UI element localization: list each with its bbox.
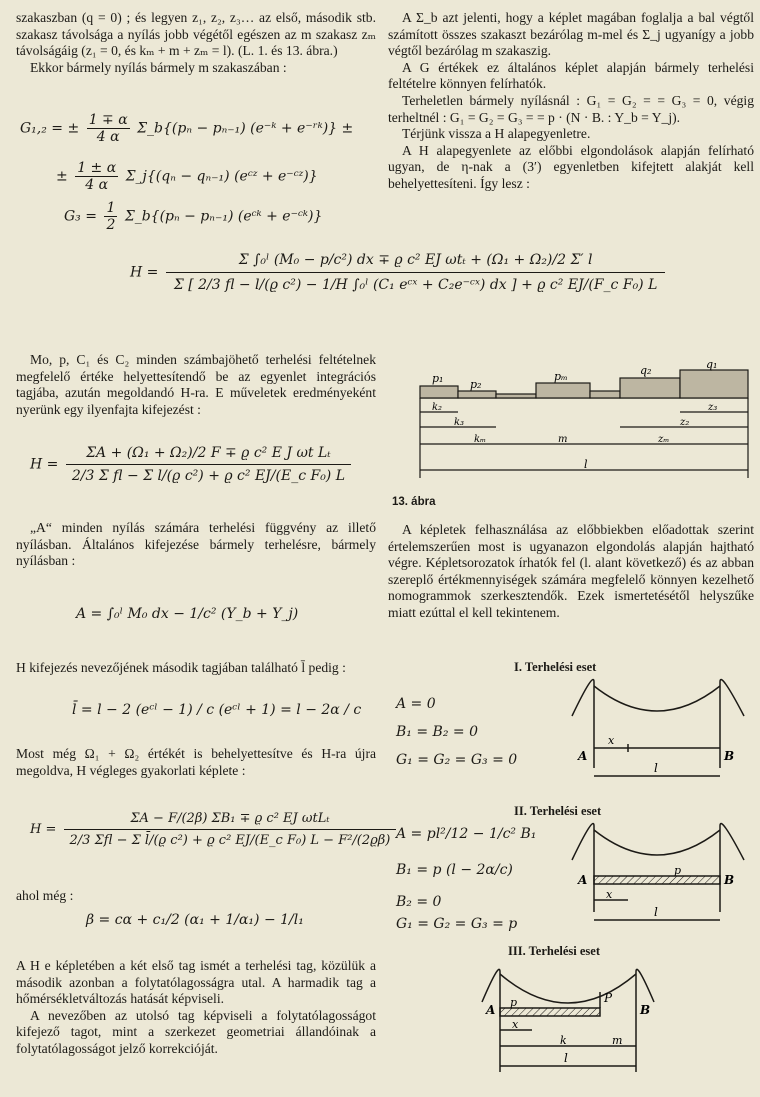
load-block-q2 — [620, 378, 680, 398]
label-l: l — [564, 1051, 568, 1065]
label-A: A — [578, 749, 588, 763]
label-z3: z₃ — [708, 402, 718, 413]
paragraph: A G értékek ez általános képlet alapján bármely terhelési feltételre könnyen felírhatók. — [388, 59, 754, 92]
left-bottom-text — [16, 958, 376, 1058]
load-block-p1 — [420, 386, 458, 398]
case-1-eq-1: A = 0 — [396, 696, 436, 712]
paragraph: „A“ minden nyílás számára terhelési függvény az illető nyílásban. Általános kifejezése bármely terhelésre, bármely nyílásban : — [16, 520, 376, 569]
label-B: B — [640, 1003, 651, 1017]
label-p: p — [510, 996, 518, 1009]
paragraph: Terheletlen bármely nyílásnál : G₁ = G₂ = = G₃ = 0, végig terheltnél : G₁ = G₂ = G₃ = = p · (N · B. : Y_b = Y_j). — [388, 92, 754, 125]
paragraph: Most még Ω₁ + Ω₂ értékét is behelyettesítve és H-ra újra megoldva, H végleges gyakorlati képlete : — [16, 746, 376, 778]
label-q1: q₁ — [706, 360, 718, 371]
label-x: x — [608, 734, 615, 747]
case-1-title: I. Terhelési eset — [514, 660, 597, 674]
label-P: P — [604, 991, 613, 1005]
case-2-eq-4: G₁ = G₂ = G₃ = p — [396, 916, 518, 932]
equation-g12-line2: ± $\frac{1 \pm \alpha}{4 \alpha}$ Σ_j{(qₙ − qₙ₋₁) (eᶜᶻ + e⁻ᶜᶻ)} — [56, 160, 318, 193]
paragraph: Térjünk vissza a H alapegyenletre. — [402, 126, 591, 142]
label-k3: k₃ — [454, 417, 465, 428]
load-block-gap — [496, 394, 536, 398]
figure-13-diagram — [418, 360, 758, 490]
left-mid-text-3 — [16, 660, 376, 677]
paragraph: H kifejezés nevezőjének második tagjában található l̄ pedig : — [16, 660, 346, 675]
left-mid-text-4 — [16, 746, 376, 779]
paragraph: Mo, p, C₁ és C₂ minden számbajöhető terhelési feltételnek megfelelő értéke helyettesítendő be az egyenlet integrációs tagjába, azután megoldandó H-ra. E műveletek eredményeként nyerünk egy ilyenfajta kifejezést : — [16, 352, 376, 417]
load-block-pm — [536, 383, 590, 398]
label-x: x — [606, 888, 613, 901]
label-zm: zₘ — [658, 434, 670, 445]
label-m: m — [612, 1034, 623, 1047]
load-block-mid — [590, 391, 620, 398]
equation-h1: H = Σ ∫₀ˡ (M₀ − p/c²) dx ∓ ϱ c² EJ ωtₜ + (Ω₁ + Ω₂)/2 Σ′ l Σ [ 2/3 fl − l/(ϱ c²) − 1/H ∫₀ˡ (C₁ eᶜˣ + C₂e⁻ᶜˣ) dx ] + ϱ c² EJ/(F_c F₀) L — [130, 248, 668, 297]
equation-h3: H = ΣA − F/(2β) ΣB₁ ∓ ϱ c² EJ ωtLₜ 2/3 Σfl − Σ l̄/(ϱ c²) + ϱ c² EJ/(E_c F₀) L − F²/(2ϱβ) — [30, 808, 399, 851]
equation-h2: H = $\frac{\text{ΣA + (Ω₁ + Ω₂)/2 F ∓ ϱ c² E J ωt Lₜ}}{\text{2/3 Σ fl − Σ l/(ϱ c²) + ϱ c² EJ/(E\_c F₀) L}}$ — [30, 442, 354, 487]
label-A: A — [486, 1003, 496, 1017]
label-x: x — [512, 1018, 519, 1031]
right-mid-text — [388, 522, 754, 622]
case-2-diagram — [570, 820, 746, 930]
case-2-eq-3: B₂ = 0 — [396, 894, 442, 910]
paragraph: A képletek felhasználása az előbbiekben előadottak szerint értelemszerűen most is ugyanazon elgondolás alapján hajtható végre. Képletsorozatok írhatók fel (l. alant következő) és az abban szereplő értékmennyiségek számára megfelelő könnyen kezelhető nomogrammok szerkesztendők. Ezek ismertetésétől helyszűke miatt ezúttal el kell tekintenem. — [388, 522, 754, 620]
paragraph: A nevezőben az utolsó tag képviseli a folytatólagosságot kifejező tagot, mint a szerkezet geometriai állandóinak a folytatólagosságot jelző korrekcióját. — [16, 1007, 376, 1056]
label-p: p — [674, 864, 682, 877]
load-block-p2 — [458, 391, 496, 398]
case-1-diagram — [570, 676, 746, 786]
label-l: l — [654, 761, 658, 775]
case-2-eq-2: B₁ = p (l − 2α/c) — [396, 862, 513, 878]
equation-a: A = ∫₀ˡ M₀ dx − 1/c² (Y_b + Y_j) — [76, 606, 299, 622]
case-2-eq-1: A = pl²/12 − 1/c² B₁ — [396, 826, 537, 842]
equation-lbar: l̄ = l − 2 (eᶜˡ − 1) / c (eᶜˡ + 1) = l − 2α / c — [72, 702, 362, 718]
paragraph: A Σ_b azt jelenti, hogy a képlet magában foglalja a bal végtől számított összes szakaszt bezárólag m-mel és Σ_j ugyanígy a jobb végtől bezárólag m szakaszig. — [388, 10, 754, 59]
equation-beta: β = cα + c₁/2 (α₁ + 1/α₁) − 1/l₁ — [86, 912, 304, 928]
paragraph: szakaszban (q = 0) ; és legyen z₁, z₂, z₃… az első, második stb. szakasz távolsága a nyílás jobb végétől egészen az m szakasz zₘ távolságáig (z₁ = 0, és kₘ + m + zₘ = l). (L. 1. és 13. ábra.) — [16, 10, 376, 59]
label-p2: p₂ — [470, 378, 482, 391]
label-k2: k₂ — [432, 402, 443, 413]
paragraph: A H e képletében a két első tag ismét a terhelési tag, közülük a második azonban a folytatólagosságra utal. A harmadik tag a hőmérsékletváltozás hatását képviseli. — [16, 958, 376, 1007]
label-q2: q₂ — [640, 364, 652, 377]
label-m: m — [558, 434, 568, 445]
left-mid-text-5 — [16, 888, 376, 905]
figure-caption: 13. ábra — [392, 496, 436, 508]
label-pm: pₘ — [554, 370, 568, 383]
equation-g3: G₃ = $\frac{1}{2}$ Σ_b{(pₙ − pₙ₋₁) (eᶜᵏ + e⁻ᶜᵏ)} — [64, 200, 323, 233]
paragraph: A H alapegyenlete az előbbi elgondolások alapján felírható ugyan, de η-nak a (3′) egyenletben kifejtett alakját kell behelyettesíteni. Így lesz : — [388, 142, 754, 191]
case-1-eq-3: G₁ = G₂ = G₃ = 0 — [396, 752, 518, 768]
left-top-text — [16, 10, 376, 76]
case-3-title: III. Terhelési eset — [508, 944, 601, 958]
label-B: B — [724, 749, 735, 763]
right-top-text — [388, 10, 754, 193]
label-B: B — [724, 873, 735, 887]
label-z2: z₂ — [680, 417, 690, 428]
left-mid-text-2 — [16, 520, 376, 570]
paragraph: ahol még : — [16, 888, 74, 903]
case-1-eq-2: B₁ = B₂ = 0 — [396, 724, 478, 740]
label-l: l — [654, 905, 658, 919]
label-k: k — [560, 1034, 567, 1047]
case-3-diagram — [480, 962, 656, 1092]
load-block-q1 — [680, 370, 748, 398]
label-l: l — [584, 458, 588, 471]
left-mid-text — [16, 352, 376, 418]
label-A: A — [578, 873, 588, 887]
label-km: kₘ — [474, 434, 487, 445]
label-p1: p₁ — [432, 372, 444, 385]
case-2-title: II. Terhelési eset — [514, 804, 602, 818]
equation-g12-line1: G₁,₂ = ± $\frac{1 \mp \alpha}{4 \alpha}$ Σ_b{(pₙ − pₙ₋₁) (e⁻ᵏ + e⁻ʳᵏ)} ± — [20, 112, 354, 145]
paragraph: Ekkor bármely nyílás bármely m szakaszában : — [30, 59, 287, 75]
